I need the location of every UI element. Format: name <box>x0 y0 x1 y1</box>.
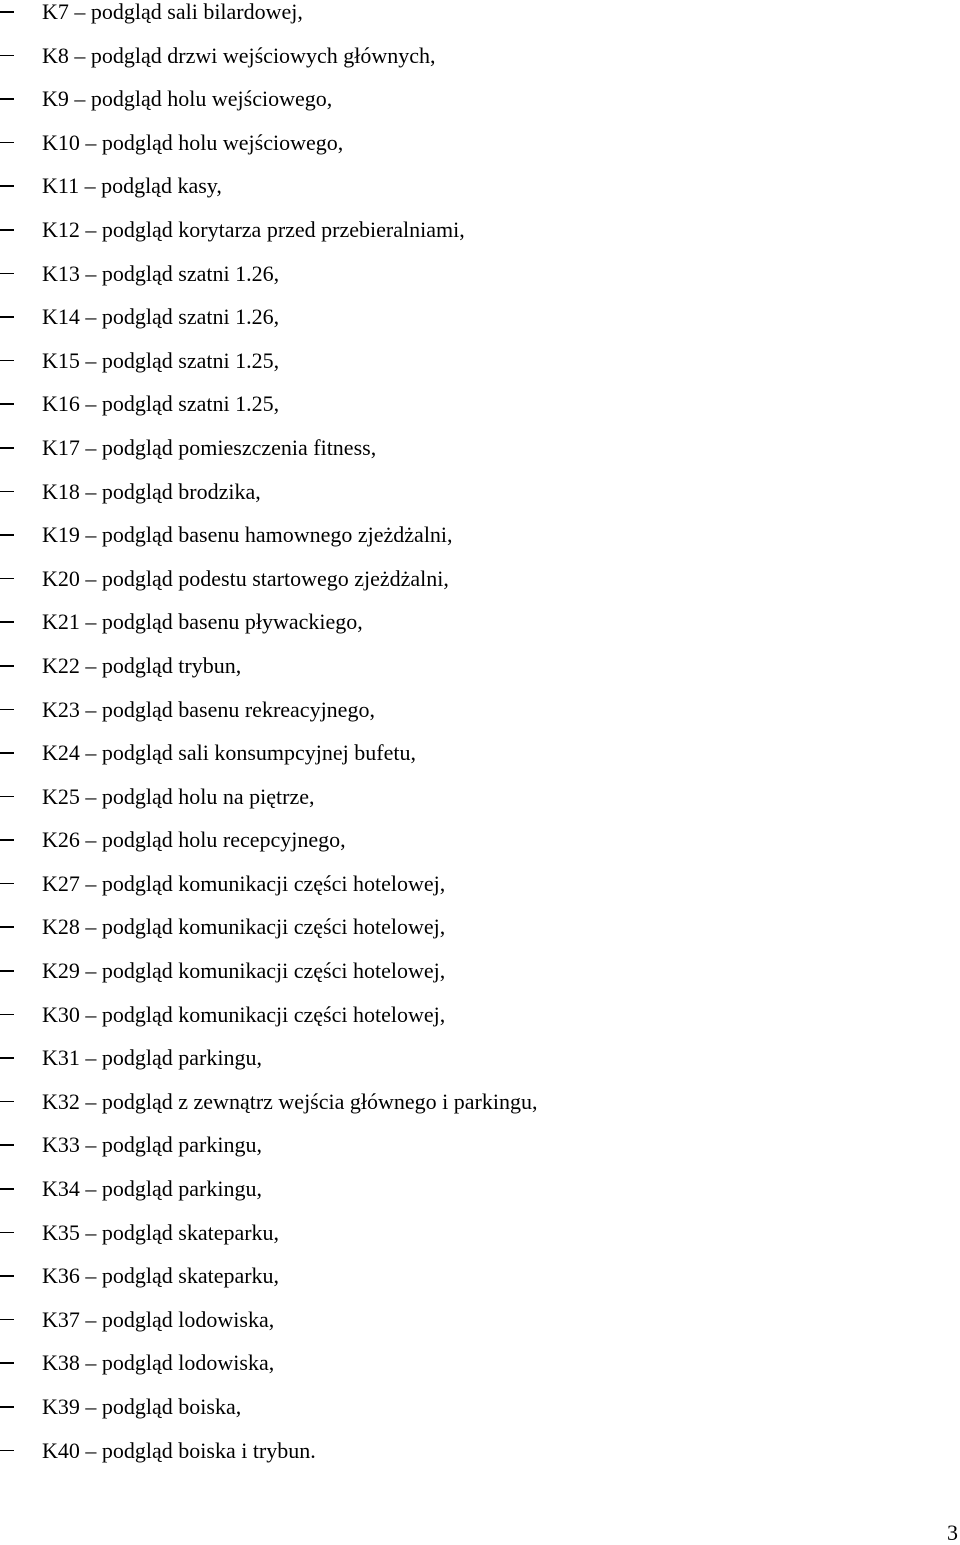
list-item-text: K10 – podgląd holu wejściowego, <box>42 129 344 155</box>
dash-bullet-icon <box>0 11 14 13</box>
list-item-text: K28 – podgląd komunikacji części hotelowej, <box>42 914 446 940</box>
list-item-text: K27 – podgląd komunikacji części hotelowej, <box>42 870 446 896</box>
dash-bullet-icon <box>0 752 14 754</box>
dash-bullet-icon <box>0 316 14 318</box>
dash-bullet-icon <box>0 796 14 798</box>
dash-bullet-icon <box>0 839 14 841</box>
dash-bullet-icon <box>0 491 14 493</box>
dash-bullet-icon <box>0 534 14 536</box>
list-item-text: K29 – podgląd komunikacji części hotelowej, <box>42 958 446 984</box>
dash-bullet-icon <box>0 1362 14 1364</box>
dash-bullet-icon <box>0 1144 14 1146</box>
list-item-text: K9 – podgląd holu wejściowego, <box>42 86 333 112</box>
list-item-text: K34 – podgląd parkingu, <box>42 1176 262 1202</box>
dash-bullet-icon <box>0 709 14 711</box>
list-item-text: K22 – podgląd trybun, <box>42 652 242 678</box>
dash-bullet-icon <box>0 360 14 362</box>
list-item-text: K35 – podgląd skateparku, <box>42 1219 280 1245</box>
list-item-text: K16 – podgląd szatni 1.25, <box>42 391 280 417</box>
list-item-text: K38 – podgląd lodowiska, <box>42 1350 275 1376</box>
dash-bullet-icon <box>0 229 14 231</box>
list-item-text: K39 – podgląd boiska, <box>42 1394 242 1419</box>
list-item-text: K20 – podgląd podestu startowego zjeżdżalni, <box>42 565 449 591</box>
list-item-text: K11 – podgląd kasy, <box>42 173 222 199</box>
page-number: 3 <box>947 1520 958 1545</box>
dash-bullet-icon <box>0 665 14 667</box>
dash-bullet-icon <box>0 1188 14 1190</box>
list-item-text: K8 – podgląd drzwi wejściowych głównych, <box>42 42 436 68</box>
list-item-text: K21 – podgląd basenu pływackiego, <box>42 609 363 635</box>
dash-bullet-icon <box>0 98 14 100</box>
list-item-text: K36 – podgląd skateparku, <box>42 1263 280 1289</box>
list-item-text: K40 – podgląd boiska i trybun. <box>42 1437 316 1463</box>
list-item-text: K25 – podgląd holu na piętrze, <box>42 783 315 809</box>
list-item-text: K19 – podgląd basenu hamownego zjeżdżalni, <box>42 522 453 548</box>
dash-bullet-icon <box>0 970 14 972</box>
dash-bullet-icon <box>0 1275 14 1277</box>
list-item-text: K33 – podgląd parkingu, <box>42 1132 262 1158</box>
dash-bullet-icon <box>0 1232 14 1234</box>
dash-bullet-icon <box>0 447 14 449</box>
dash-bullet-icon <box>0 1319 14 1321</box>
list-item-text: K23 – podgląd basenu rekreacyjnego, <box>42 696 375 722</box>
list-item-text: K18 – podgląd brodzika, <box>42 478 261 504</box>
list-item-text: K13 – podgląd szatni 1.26, <box>42 260 280 286</box>
dash-bullet-icon <box>0 1450 14 1452</box>
dash-bullet-icon <box>0 185 14 187</box>
dash-bullet-icon <box>0 142 14 144</box>
list-item-text: K15 – podgląd szatni 1.25, <box>42 347 280 373</box>
list-item-text: K32 – podgląd z zewnątrz wejścia głównego i parkingu, <box>42 1088 538 1114</box>
dash-bullet-icon <box>0 926 14 928</box>
dash-bullet-icon <box>0 1406 14 1408</box>
list-item-text: K30 – podgląd komunikacji części hotelowej, <box>42 1001 446 1027</box>
list-item-text: K7 – podgląd sali bilardowej, <box>42 0 303 24</box>
dash-bullet-icon <box>0 883 14 885</box>
dash-bullet-icon <box>0 578 14 580</box>
dash-bullet-icon <box>0 621 14 623</box>
dash-bullet-icon <box>0 1014 14 1016</box>
list-item-text: K17 – podgląd pomieszczenia fitness, <box>42 434 377 460</box>
list-item-text: K14 – podgląd szatni 1.26, <box>42 304 280 330</box>
list-item-text: K31 – podgląd parkingu, <box>42 1045 262 1071</box>
dash-bullet-icon <box>0 55 14 57</box>
list-item-text: K37 – podgląd lodowiska, <box>42 1306 275 1332</box>
list-item-text: K24 – podgląd sali konsumpcyjnej bufetu, <box>42 740 416 766</box>
dash-bullet-icon <box>0 273 14 275</box>
dash-bullet-icon <box>0 1101 14 1103</box>
list-item-text: K26 – podgląd holu recepcyjnego, <box>42 827 346 853</box>
dash-bullet-icon <box>0 403 14 405</box>
list-item-text: K12 – podgląd korytarza przed przebieralniami, <box>42 216 465 242</box>
dash-bullet-icon <box>0 1057 14 1059</box>
